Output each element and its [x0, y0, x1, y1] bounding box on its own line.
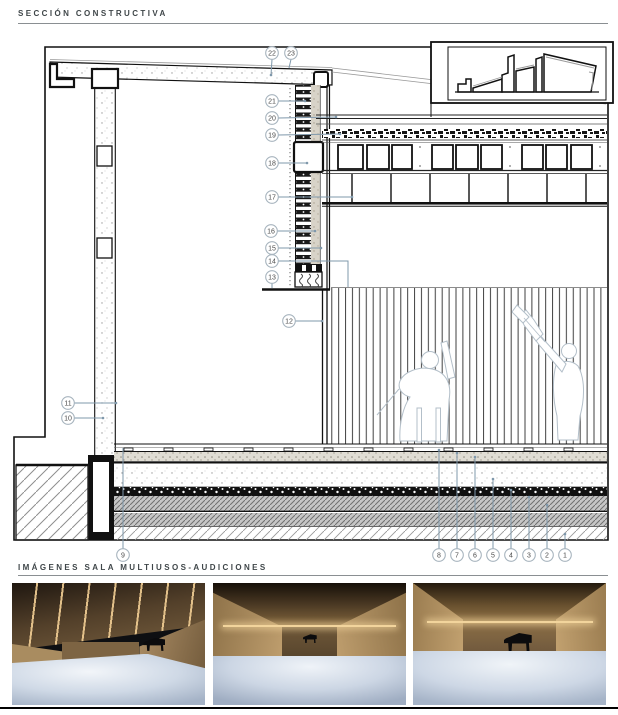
callout-17 [266, 191, 279, 204]
edge-beam [294, 142, 323, 172]
callout-8 [433, 549, 446, 562]
svg-text:20: 20 [268, 115, 276, 123]
svg-text:16: 16 [267, 228, 275, 236]
svg-text:4: 4 [509, 552, 513, 560]
roof-joists [338, 145, 592, 169]
roof-assembly [316, 115, 607, 206]
callout-1 [559, 549, 572, 562]
callout-21 [266, 95, 279, 108]
floor-buildup [114, 444, 607, 540]
svg-text:8: 8 [437, 552, 441, 560]
callout-20 [266, 112, 279, 125]
svg-text:10: 10 [64, 415, 72, 423]
callout-23 [285, 47, 298, 60]
svg-text:7: 7 [455, 552, 459, 560]
ceiling-hangers [352, 174, 586, 202]
callout-12 [283, 315, 296, 328]
render1-floor [12, 654, 205, 705]
render3-floor [413, 651, 606, 705]
callout-9 [117, 549, 130, 562]
render-multiuse-hall-3 [413, 583, 606, 705]
svg-text:13: 13 [268, 274, 276, 282]
callout-11 [62, 397, 75, 410]
svg-text:1: 1 [563, 552, 567, 560]
callout-15 [266, 242, 279, 255]
svg-text:15: 15 [268, 245, 276, 253]
callout-4 [505, 549, 518, 562]
suspended-ceiling [322, 202, 607, 205]
svg-text:11: 11 [64, 400, 72, 408]
callout-2 [541, 549, 554, 562]
section-title-images: IMÁGENES SALA MULTIUSOS-AUDICIONES [18, 563, 268, 572]
render-multiuse-hall-1 [12, 583, 205, 705]
svg-text:9: 9 [121, 552, 125, 560]
callout-13 [266, 271, 279, 284]
render3-light-strip [427, 621, 593, 623]
render2-floor [213, 656, 406, 705]
callout-18 [266, 157, 279, 170]
render2-light-strip [223, 625, 397, 627]
callout-6 [469, 549, 482, 562]
svg-text:12: 12 [285, 318, 293, 326]
callout-22 [266, 47, 279, 60]
svg-text:14: 14 [268, 258, 276, 266]
svg-text:6: 6 [473, 552, 477, 560]
section-key-inset [431, 42, 613, 117]
section-title-construction: SECCIÓN CONSTRUCTIVA [18, 9, 168, 18]
svg-text:5: 5 [491, 552, 495, 560]
callout-14 [266, 255, 279, 268]
svg-text:18: 18 [268, 160, 276, 168]
callout-5 [487, 549, 500, 562]
svg-text:2: 2 [545, 552, 549, 560]
page-bottom-rule [0, 707, 618, 709]
callout-10 [62, 412, 75, 425]
callout-7 [451, 549, 464, 562]
svg-text:17: 17 [268, 194, 276, 202]
ground-hatch [16, 465, 88, 540]
render-multiuse-hall-2 [213, 583, 406, 705]
callout-16 [265, 225, 278, 238]
gravel-layer [322, 129, 607, 138]
floor-sleepers [124, 448, 573, 451]
svg-text:22: 22 [268, 50, 276, 58]
left-wall [92, 69, 118, 455]
callout-3 [523, 549, 536, 562]
svg-text:3: 3 [527, 552, 531, 560]
footing [88, 455, 114, 540]
wall-cap [92, 69, 118, 88]
callout-19 [266, 129, 279, 142]
svg-text:21: 21 [268, 98, 276, 106]
title-rule-2 [18, 575, 608, 576]
svg-text:19: 19 [268, 132, 276, 140]
svg-text:23: 23 [287, 50, 295, 58]
title-rule-1 [18, 23, 608, 24]
